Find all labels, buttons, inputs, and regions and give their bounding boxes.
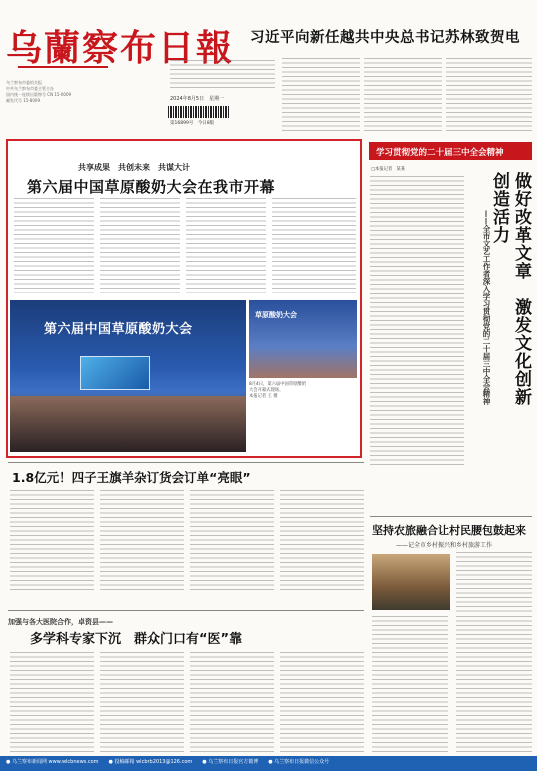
text-column bbox=[456, 616, 532, 753]
divider bbox=[370, 516, 532, 517]
masthead-info-line: 乌兰察布市委机关报 bbox=[6, 80, 42, 85]
section3-kicker: 加强与各大医院合作，卓资县—— bbox=[8, 618, 113, 626]
caption-line: 8月4日，第六届中国草原酸奶 bbox=[249, 382, 307, 387]
section3-headline[interactable]: 多学科专家下沉 群众门口有“医”靠 bbox=[30, 632, 243, 647]
issue-number: 第16899号 今日8版 bbox=[170, 121, 215, 126]
top-headline[interactable]: 习近平向新任越共中央总书记苏林致贺电 bbox=[250, 30, 520, 46]
barcode-icon bbox=[168, 106, 230, 118]
text-column bbox=[100, 198, 180, 293]
vertical-headline[interactable]: 做好改革文章 激发文化创新创造活力 bbox=[489, 172, 531, 406]
stage-audience bbox=[10, 396, 246, 452]
text-column bbox=[370, 176, 464, 466]
text-column bbox=[446, 58, 532, 134]
text-column bbox=[456, 552, 532, 612]
text-column bbox=[282, 58, 360, 134]
text-column bbox=[10, 652, 94, 752]
rural-story-photo[interactable] bbox=[372, 554, 450, 610]
stage-screen bbox=[80, 356, 150, 390]
divider bbox=[8, 462, 364, 463]
photo-caption bbox=[249, 382, 357, 452]
rural-story-headline[interactable]: 坚持农旅融合让村民腰包鼓起来 bbox=[372, 524, 526, 537]
text-column bbox=[364, 58, 442, 134]
mongolian-script-decoration bbox=[18, 66, 108, 74]
caption-line: 本报记者 王 摄 bbox=[249, 394, 278, 399]
issue-date: 2024年8月5日 星期一 bbox=[170, 96, 225, 102]
masthead-info-line: 中共乌兰察布市委主管主办 bbox=[6, 86, 54, 91]
text-column bbox=[186, 198, 266, 293]
lead-story-title[interactable]: 第六届中国草原酸奶大会在我市开幕 bbox=[27, 178, 276, 196]
vertical-subtitle: ——全市文艺工作者深入学习贯彻党的二十届三中全会精神 bbox=[482, 210, 491, 405]
photo2-banner-text: 草原酸奶大会 bbox=[255, 311, 297, 319]
rural-story-subtitle: ——记全市乡村振兴和乡村旅游工作 bbox=[396, 542, 493, 549]
masthead-info-line: 邮发代号 15-8009 bbox=[6, 98, 40, 103]
lead-story-kicker: 共享成果 共创未来 共谋大计 bbox=[78, 163, 190, 172]
text-column bbox=[280, 490, 364, 590]
secondary-photo[interactable] bbox=[249, 300, 357, 378]
text-column bbox=[100, 652, 184, 752]
newspaper-logo: 乌蘭察布日報 bbox=[6, 27, 235, 69]
study-section-title[interactable]: 学习贯彻党的二十届三中全会精神 bbox=[376, 148, 504, 158]
caption-line: 大会开幕式现场。 bbox=[249, 388, 284, 393]
text-column bbox=[372, 616, 448, 753]
section2-headline[interactable]: 1.8亿元！四子王旗羊杂订货会订单“亮眼” bbox=[12, 470, 251, 485]
text-column bbox=[14, 198, 94, 293]
footer-text[interactable]: ● 乌兰察布新闻网 www.wlcbnews.com ● 投稿邮箱 wlcbrb2013@126.com ● 乌兰察布日报官方微博 ● 乌兰察布日报微信公众号 bbox=[6, 759, 330, 765]
divider bbox=[8, 610, 364, 611]
text-column bbox=[190, 490, 274, 590]
text-column bbox=[100, 490, 184, 590]
text-column bbox=[280, 652, 364, 752]
masthead-info-line: 国内统一连续出版物号 CN 15-0009 bbox=[6, 92, 72, 97]
masthead-info bbox=[6, 80, 126, 104]
text-column bbox=[272, 198, 356, 293]
text-column bbox=[170, 60, 275, 90]
study-byline: □本报记者 某某 bbox=[371, 167, 406, 172]
text-column bbox=[10, 490, 94, 590]
photo-banner-text: 第六届中国草原酸奶大会 bbox=[44, 322, 193, 337]
text-column bbox=[190, 652, 274, 752]
lead-story-photo[interactable] bbox=[10, 300, 246, 452]
